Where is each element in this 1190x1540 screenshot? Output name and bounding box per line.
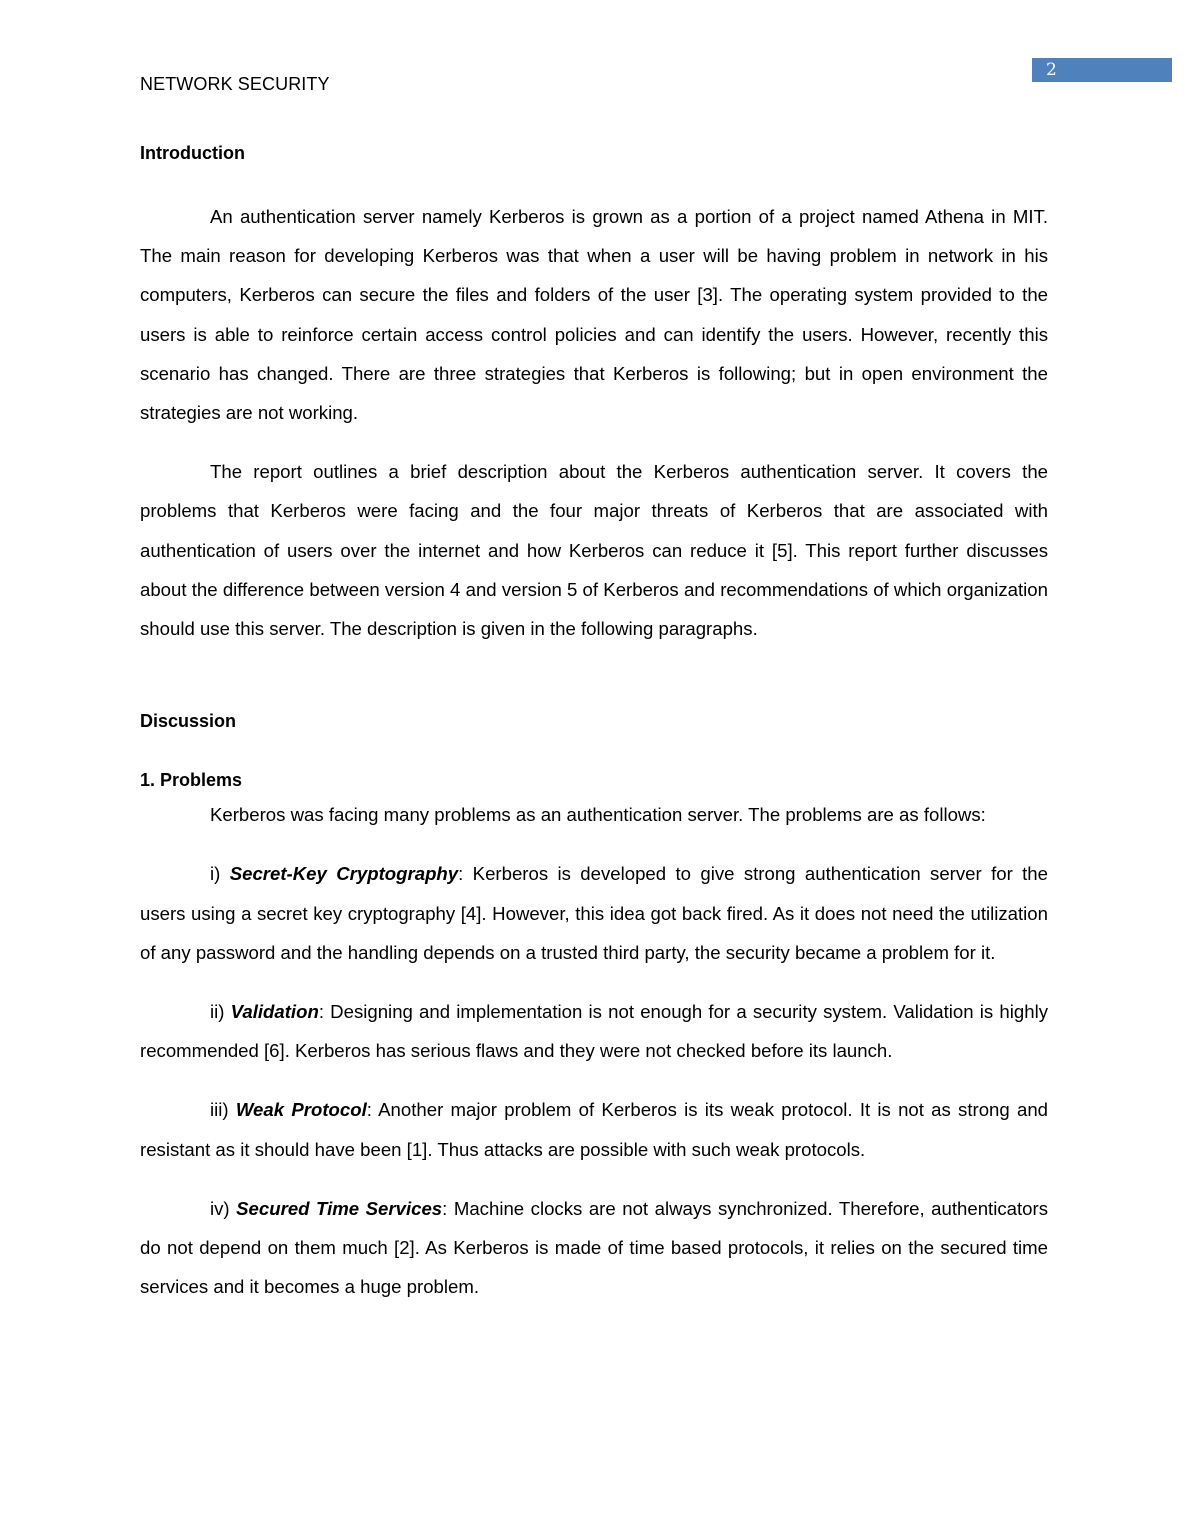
problem-text: : Machine clocks are not always synchronized. Therefore, authenticators do not depend on them much [2]. As Kerberos is made of time based protocols, it relies on the secured time services and it becomes a huge problem.: [140, 1197, 1048, 1298]
problem-term: Secured Time Services: [236, 1197, 443, 1219]
page-number-badge: [1032, 58, 1172, 82]
problem-text: : Another major problem of Kerberos is its weak protocol. It is not as strong and resistant as it should have been [1]. Thus attacks are possible with such weak protocols.: [140, 1099, 1048, 1160]
discussion-heading: Discussion: [140, 711, 237, 732]
problem-number: iv): [210, 1197, 237, 1219]
problem-term: Secret-Key Cryptography: [229, 863, 459, 885]
problem-text: : Kerberos is developed to give strong authentication server for the users using a secret key cryptography [4]. However, this idea got back fired. As it does not need the utilization of any password and the handling depends on a trusted third party, the security became a problem for it.: [140, 863, 1048, 963]
problem-item: [140, 1090, 1048, 1168]
problem-item: [140, 992, 1048, 1070]
problems-subheading: 1. Problems: [140, 770, 243, 791]
introduction-paragraph-1: An authentication server namely Kerberos is grown as a portion of a project named Athena in MIT. The main reason for developing Kerberos was that when a user will be having problem in network in his computers, Kerberos can secure the files and folders of the user [3]. The operating system provided to the users is able to reinforce certain access control policies and can identify the users. However, recently this scenario has changed. There are three strategies that Kerberos is following; but in open environment the strategies are not working.: [140, 206, 1048, 424]
problem-term: Validation: [230, 1001, 319, 1023]
problem-number: ii): [210, 1001, 231, 1023]
problem-number: i): [210, 863, 230, 885]
introduction-paragraph-2: The report outlines a brief description about the Kerberos authentication server. It covers the problems that Kerberos were facing and the four major threats of Kerberos that are associated with authentication of users over the internet and how Kerberos can reduce it [5]. This report further discusses about the difference between version 4 and version 5 of Kerberos and recommendations of which organization should use this server. The description is given in the following paragraphs.: [140, 461, 1048, 640]
problem-text: : Designing and implementation is not enough for a security system. Validation is highly recommended [6]. Kerberos has serious flaws and they were not checked before its launch.: [140, 1001, 1048, 1062]
problem-item: [140, 854, 1048, 972]
problem-number: iii): [210, 1099, 236, 1121]
introduction-heading: Introduction: [140, 143, 245, 163]
problem-item: [140, 1189, 1048, 1307]
problem-term: Weak Protocol: [235, 1099, 367, 1121]
page-number: 2: [1046, 60, 1057, 80]
problems-lead-paragraph: Kerberos was facing many problems as an authentication server. The problems are as follows:: [210, 804, 986, 826]
running-header: NETWORK SECURITY: [140, 74, 330, 94]
document-body: [140, 138, 1048, 1306]
